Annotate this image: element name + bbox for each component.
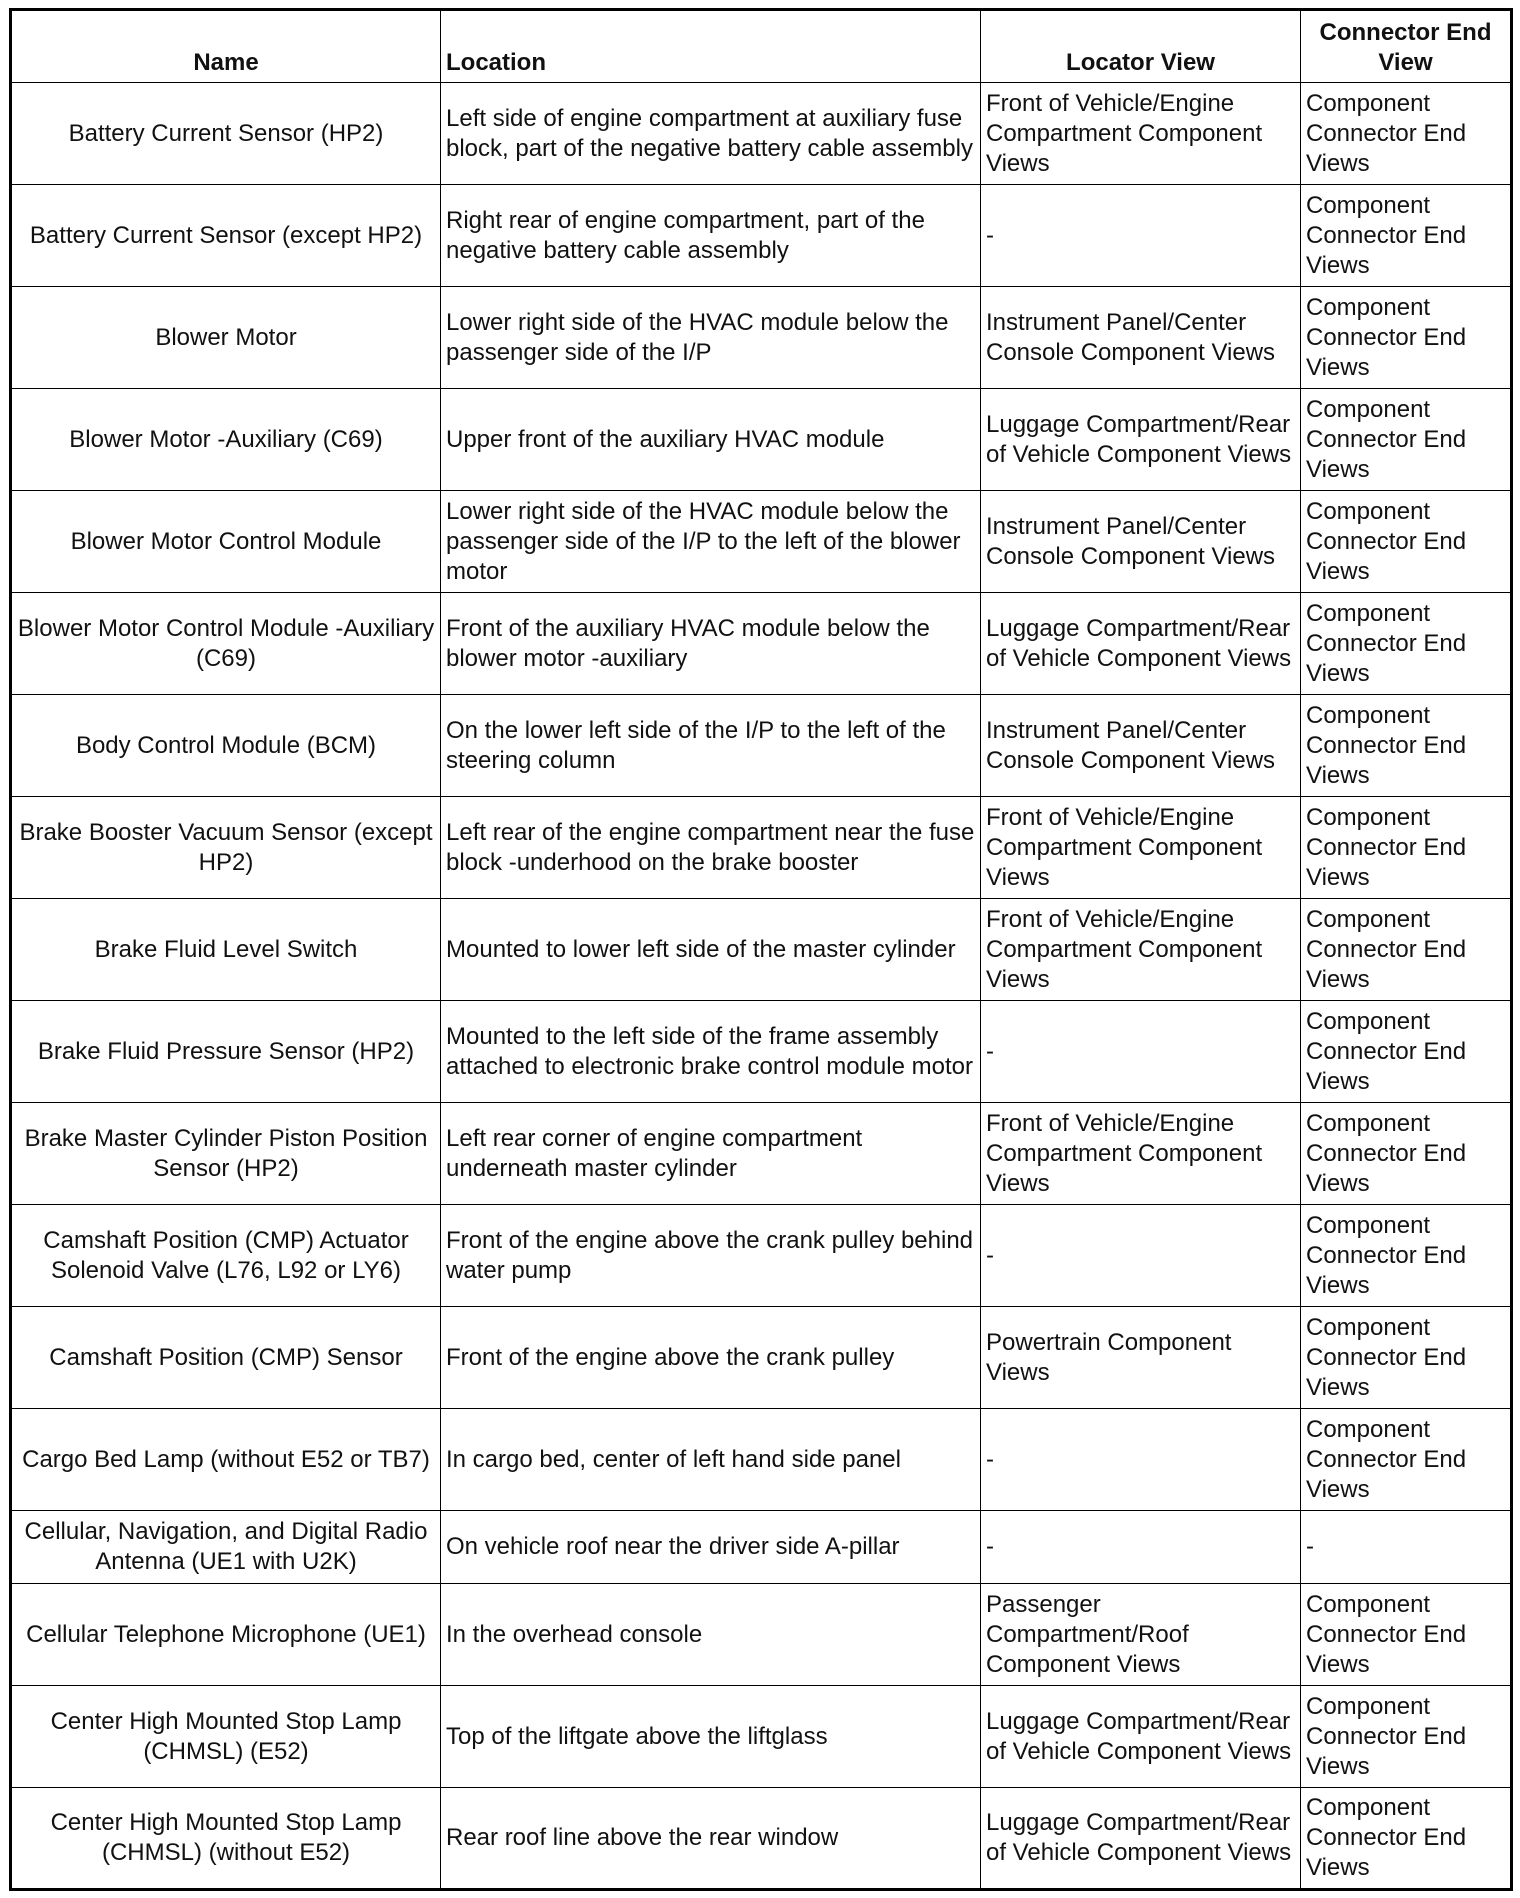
cell-name: Battery Current Sensor (except HP2) [11, 185, 441, 287]
cell-locator-view: Luggage Compartment/Rear of Vehicle Component Views [981, 593, 1301, 695]
header-locator-view: Locator View [981, 10, 1301, 83]
cell-location: Rear roof line above the rear window [441, 1788, 981, 1890]
table-row [11, 797, 1512, 899]
cell-connector-end-view: Component Connector End Views [1301, 1686, 1512, 1788]
cell-connector-end-view: Component Connector End Views [1301, 1103, 1512, 1205]
cell-connector-end-view: Component Connector End Views [1301, 1205, 1512, 1307]
cell-locator-view: Front of Vehicle/Engine Compartment Component Views [981, 83, 1301, 185]
table-row [11, 1584, 1512, 1686]
table-row [11, 1788, 1512, 1890]
cell-locator-view: Instrument Panel/Center Console Component Views [981, 695, 1301, 797]
cell-location: Left side of engine compartment at auxiliary fuse block, part of the negative battery cable assembly [441, 83, 981, 185]
cell-location: On the lower left side of the I/P to the left of the steering column [441, 695, 981, 797]
cell-name: Center High Mounted Stop Lamp (CHMSL) (without E52) [11, 1788, 441, 1890]
cell-name: Camshaft Position (CMP) Sensor [11, 1307, 441, 1409]
header-name: Name [11, 10, 441, 83]
header-connector-end-view: Connector End View [1301, 10, 1512, 83]
header-location: Location [441, 10, 981, 83]
table-row [11, 491, 1512, 593]
cell-location: Left rear of the engine compartment near the fuse block -underhood on the brake booster [441, 797, 981, 899]
cell-location: Upper front of the auxiliary HVAC module [441, 389, 981, 491]
cell-locator-view: Instrument Panel/Center Console Component Views [981, 491, 1301, 593]
cell-location: Top of the liftgate above the liftglass [441, 1686, 981, 1788]
cell-name: Blower Motor Control Module -Auxiliary (C69) [11, 593, 441, 695]
cell-name: Blower Motor Control Module [11, 491, 441, 593]
cell-connector-end-view: Component Connector End Views [1301, 593, 1512, 695]
cell-name: Body Control Module (BCM) [11, 695, 441, 797]
cell-connector-end-view: Component Connector End Views [1301, 1788, 1512, 1890]
cell-name: Cargo Bed Lamp (without E52 or TB7) [11, 1409, 441, 1511]
cell-connector-end-view: Component Connector End Views [1301, 695, 1512, 797]
cell-location: Front of the engine above the crank pulley [441, 1307, 981, 1409]
cell-location: Front of the auxiliary HVAC module below the blower motor -auxiliary [441, 593, 981, 695]
cell-locator-view: - [981, 1409, 1301, 1511]
cell-name: Center High Mounted Stop Lamp (CHMSL) (E52) [11, 1686, 441, 1788]
cell-connector-end-view: Component Connector End Views [1301, 1001, 1512, 1103]
table-row [11, 899, 1512, 1001]
cell-connector-end-view: Component Connector End Views [1301, 899, 1512, 1001]
cell-locator-view: Instrument Panel/Center Console Component Views [981, 287, 1301, 389]
cell-name: Brake Fluid Pressure Sensor (HP2) [11, 1001, 441, 1103]
cell-connector-end-view: Component Connector End Views [1301, 83, 1512, 185]
cell-name: Blower Motor [11, 287, 441, 389]
cell-location: Mounted to lower left side of the master cylinder [441, 899, 981, 1001]
table-row [11, 1686, 1512, 1788]
table-row [11, 1409, 1512, 1511]
cell-location: On vehicle roof near the driver side A-pillar [441, 1511, 981, 1584]
cell-connector-end-view: Component Connector End Views [1301, 287, 1512, 389]
cell-name: Brake Fluid Level Switch [11, 899, 441, 1001]
cell-name: Blower Motor -Auxiliary (C69) [11, 389, 441, 491]
cell-name: Brake Booster Vacuum Sensor (except HP2) [11, 797, 441, 899]
cell-locator-view: - [981, 1511, 1301, 1584]
cell-location: Front of the engine above the crank pulley behind water pump [441, 1205, 981, 1307]
cell-name: Camshaft Position (CMP) Actuator Solenoid Valve (L76, L92 or LY6) [11, 1205, 441, 1307]
cell-connector-end-view: Component Connector End Views [1301, 1584, 1512, 1686]
cell-connector-end-view: Component Connector End Views [1301, 491, 1512, 593]
table-row [11, 83, 1512, 185]
cell-locator-view: - [981, 185, 1301, 287]
cell-locator-view: - [981, 1001, 1301, 1103]
table-row [11, 185, 1512, 287]
table-row [11, 1511, 1512, 1584]
table-row [11, 695, 1512, 797]
table-row [11, 593, 1512, 695]
cell-name: Cellular Telephone Microphone (UE1) [11, 1584, 441, 1686]
cell-connector-end-view: Component Connector End Views [1301, 797, 1512, 899]
cell-connector-end-view: Component Connector End Views [1301, 1307, 1512, 1409]
header-row [11, 10, 1512, 83]
table-row [11, 1307, 1512, 1409]
cell-location: In the overhead console [441, 1584, 981, 1686]
cell-connector-end-view: Component Connector End Views [1301, 185, 1512, 287]
cell-locator-view: Front of Vehicle/Engine Compartment Component Views [981, 797, 1301, 899]
table-body [11, 83, 1512, 1890]
cell-location: Left rear corner of engine compartment underneath master cylinder [441, 1103, 981, 1205]
cell-locator-view: Powertrain Component Views [981, 1307, 1301, 1409]
cell-name: Brake Master Cylinder Piston Position Sensor (HP2) [11, 1103, 441, 1205]
cell-locator-view: Front of Vehicle/Engine Compartment Component Views [981, 899, 1301, 1001]
cell-locator-view: Luggage Compartment/Rear of Vehicle Component Views [981, 389, 1301, 491]
component-locator-table [9, 8, 1513, 1891]
cell-location: Right rear of engine compartment, part of the negative battery cable assembly [441, 185, 981, 287]
table-row [11, 1103, 1512, 1205]
cell-location: In cargo bed, center of left hand side panel [441, 1409, 981, 1511]
cell-connector-end-view: - [1301, 1511, 1512, 1584]
cell-locator-view: Front of Vehicle/Engine Compartment Component Views [981, 1103, 1301, 1205]
cell-locator-view: Luggage Compartment/Rear of Vehicle Component Views [981, 1686, 1301, 1788]
cell-locator-view: Passenger Compartment/Roof Component Views [981, 1584, 1301, 1686]
cell-locator-view: Luggage Compartment/Rear of Vehicle Component Views [981, 1788, 1301, 1890]
cell-connector-end-view: Component Connector End Views [1301, 389, 1512, 491]
table-row [11, 389, 1512, 491]
table-row [11, 1001, 1512, 1103]
cell-location: Lower right side of the HVAC module below the passenger side of the I/P to the left of the blower motor [441, 491, 981, 593]
table-row [11, 287, 1512, 389]
cell-location: Lower right side of the HVAC module below the passenger side of the I/P [441, 287, 981, 389]
cell-name: Cellular, Navigation, and Digital Radio Antenna (UE1 with U2K) [11, 1511, 441, 1584]
table-row [11, 1205, 1512, 1307]
cell-location: Mounted to the left side of the frame assembly attached to electronic brake control module motor [441, 1001, 981, 1103]
cell-connector-end-view: Component Connector End Views [1301, 1409, 1512, 1511]
cell-name: Battery Current Sensor (HP2) [11, 83, 441, 185]
cell-locator-view: - [981, 1205, 1301, 1307]
